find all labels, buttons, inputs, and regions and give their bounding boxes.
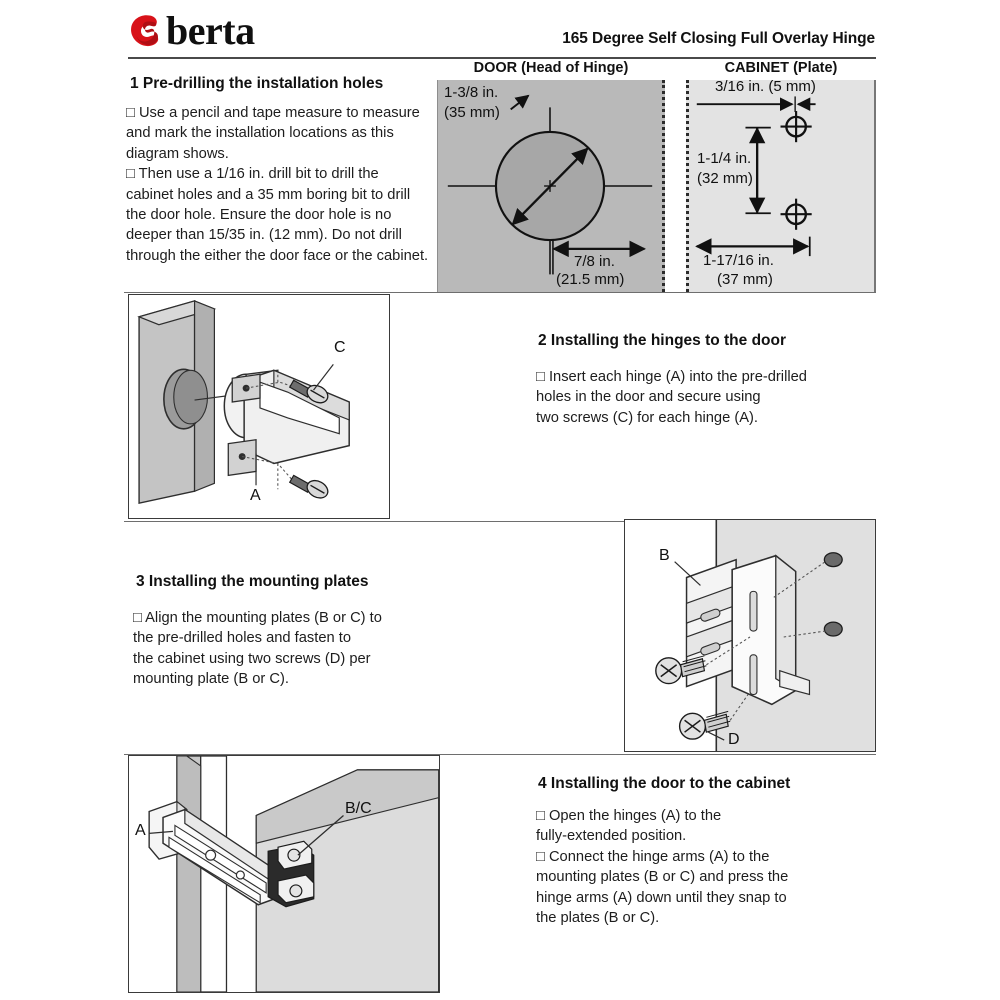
- document-title: 165 Degree Self Closing Full Overlay Hinge: [562, 30, 875, 47]
- step-4-line: hinge arms (A) down until they snap to: [536, 889, 787, 906]
- cabinet-edge-gap-dimension: 3/16 in. (5 mm): [715, 78, 816, 95]
- step-4-line: the plates (B or C).: [536, 910, 660, 927]
- step-3-line: mounting plate (B or C).: [133, 671, 289, 688]
- door-panel-caption: DOOR (Head of Hinge): [473, 60, 629, 76]
- door-bore-dimension-imperial: 1-3/8 in.: [444, 84, 499, 101]
- step-1-line: diagram shows.: [126, 145, 229, 162]
- screw-icon-bottom: [290, 475, 331, 501]
- door-offset-dimension-imperial: 7/8 in.: [574, 253, 615, 270]
- step-2-illustration: [128, 294, 390, 519]
- step-1-line: the door hole. Ensure the door hole is no: [126, 207, 392, 224]
- predrilled-hole-bottom: [824, 622, 842, 636]
- step-1-line: through the either the door face or the cabinet.: [126, 247, 429, 264]
- step-1-line: □ Use a pencil and tape measure to measure: [126, 105, 420, 121]
- cabinet-edge-distance-metric: (37 mm): [717, 271, 773, 288]
- step-4-illustration: [128, 755, 440, 993]
- header-divider: [128, 57, 876, 59]
- step-4-line: □ Connect the hinge arms (A) to the: [536, 848, 770, 865]
- cabinet-edge-distance-imperial: 1-17/16 in.: [703, 252, 774, 269]
- step-2-line: two screws (C) for each hinge (A).: [536, 409, 759, 426]
- step-3-body: [133, 608, 453, 690]
- brand-logo: [128, 8, 255, 53]
- step-4-label-bc: B/C: [345, 800, 372, 817]
- step-3-label-d: D: [728, 731, 740, 748]
- step-4-line: □ Open the hinges (A) to the: [536, 808, 722, 824]
- step-2-title: 2 Installing the hinges to the door: [538, 332, 787, 349]
- divider-after-step-1: [124, 292, 876, 293]
- step-1-line: and mark the installation locations as this: [126, 125, 394, 142]
- step-4-body: [536, 806, 856, 928]
- cabinet-drilling-diagram: [686, 80, 876, 292]
- step-2-body: [536, 367, 856, 428]
- cabinet-hole-spacing-metric: (32 mm): [697, 170, 753, 187]
- step-1-line: cabinet holes and a 35 mm boring bit to drill: [126, 186, 411, 203]
- brand-name: berta: [166, 8, 255, 53]
- cabinet-hole-marker-top: [781, 111, 812, 142]
- step-3-line: the pre-drilled holes and fasten to: [133, 630, 352, 647]
- berta-flex-logo-icon: [128, 13, 162, 49]
- door-to-cabinet-graphic: [129, 756, 439, 992]
- step-1-title: 1 Pre-drilling the installation holes: [130, 75, 384, 92]
- step-3-line: □ Align the mounting plates (B or C) to: [133, 610, 382, 626]
- step-2-line: □ Insert each hinge (A) into the pre-drilled: [536, 369, 807, 385]
- step-1-line: □ Then use a 1/16 in. drill bit to drill the: [126, 166, 379, 183]
- cabinet-hole-spacing-imperial: 1-1/4 in.: [697, 150, 752, 167]
- door-offset-dimension-metric: (21.5 mm): [556, 271, 625, 288]
- hinge-to-door-graphic: [129, 295, 389, 518]
- step-3-illustration: [624, 519, 876, 752]
- door-bore-dimension-metric: (35 mm): [444, 104, 500, 121]
- document-header: [0, 0, 1000, 58]
- step-4-label-a: A: [135, 822, 146, 839]
- step-2-line: holes in the door and secure using: [536, 389, 761, 406]
- step-3-title: 3 Installing the mounting plates: [136, 573, 369, 590]
- step-1-body: [126, 103, 446, 266]
- step-4-title: 4 Installing the door to the cabinet: [538, 775, 791, 792]
- step-1-line: deeper than 15/35 in. (12 mm). Do not drill: [126, 227, 402, 244]
- step-3-label-b: B: [659, 547, 670, 564]
- step-4-line: fully-extended position.: [536, 828, 687, 845]
- step-2-label-c: C: [334, 339, 346, 356]
- step-3-line: the cabinet using two screws (D) per: [133, 650, 371, 667]
- door-drilling-diagram: [437, 80, 665, 292]
- cabinet-hole-marker-bottom: [781, 199, 812, 230]
- step-4-line: mounting plates (B or C) and press the: [536, 869, 789, 886]
- predrilled-hole-top: [824, 553, 842, 567]
- step-2-label-a: A: [250, 487, 261, 504]
- cabinet-panel-caption: CABINET (Plate): [724, 60, 838, 76]
